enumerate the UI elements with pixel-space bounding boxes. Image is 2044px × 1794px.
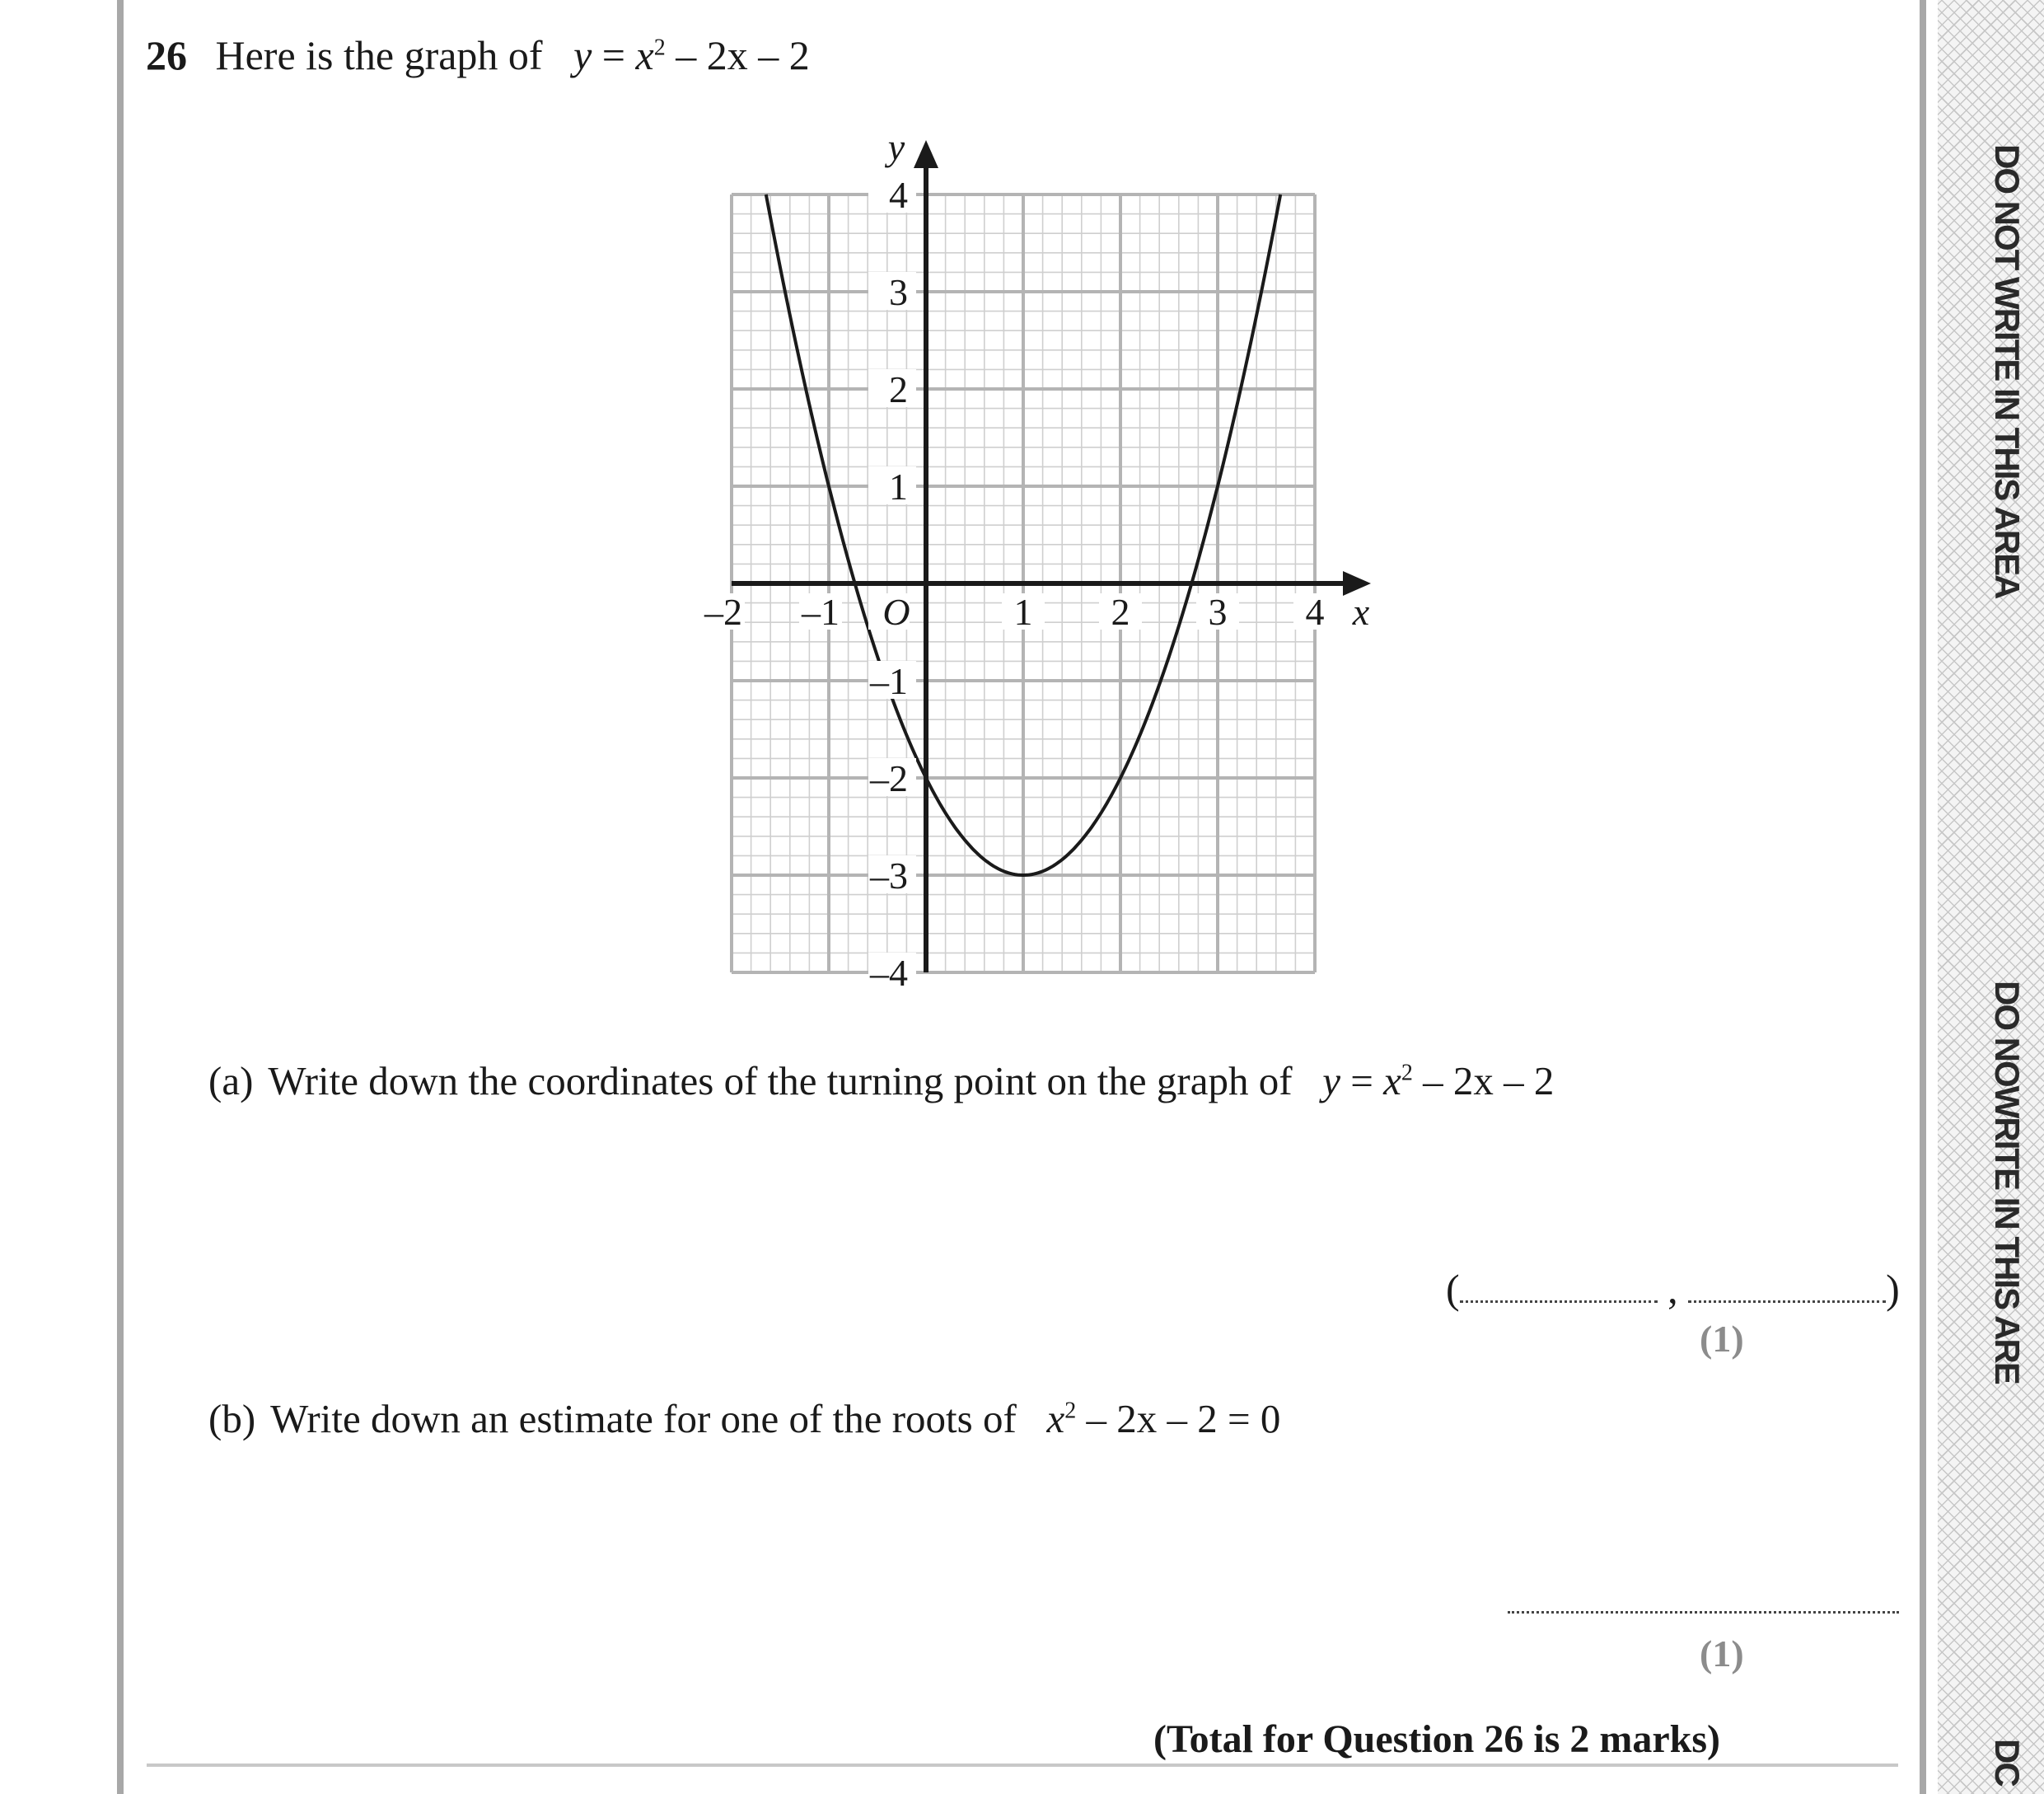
question-number: 26 [146,32,187,78]
part-a-answer-space[interactable]: ( , ) [1446,1266,1900,1312]
x-tick-label: –1 [802,591,840,633]
y-tick-label: 3 [889,271,908,313]
margin-warning-label: DO NOT WRITE IN THIS AREA [1988,144,2027,598]
y-tick-label: –4 [870,952,908,994]
y-tick-label: 2 [889,368,908,410]
margin-warning-label-2: DO NOWRITE IN THIS ARE [1988,981,2027,1384]
y-axis-label: y [887,126,905,168]
part-a-marks: (1) [1700,1318,1744,1360]
answer-x-field[interactable] [1460,1276,1658,1303]
margin-warning-label-3: DC [1988,1739,2027,1786]
question-intro: Here is the graph of [215,32,543,78]
x-tick-label: –2 [704,591,742,633]
part-b-equation: $x^2 - 2x - 2 = 0$ [1046,1396,1281,1441]
y-tick-label: –3 [870,855,908,897]
y-tick-label: 4 [889,174,908,216]
part-a-label: (a) [208,1058,254,1103]
part-b-answer-line[interactable] [1508,1611,1899,1614]
x-tick-label: 2 [1111,591,1130,633]
part-b-text: Write down an estimate for one of the roots of [270,1396,1017,1441]
y-tick-label: 1 [889,466,908,508]
x-tick-label: 3 [1208,591,1228,633]
y-tick-label: –1 [870,660,908,702]
origin-label: O [882,591,910,633]
part-a-equation: $y = x^2 - 2x - 2$ [1322,1058,1555,1103]
x-tick-label: 1 [1013,591,1033,633]
part-b-question [208,1395,1280,1442]
x-axis-label: x [1352,591,1370,633]
question-total: (Total for Question 26 is 2 marks) [1153,1717,1721,1761]
question-equation: $y = x^2 - 2x - 2$ [573,32,810,78]
y-tick-label: –2 [870,757,908,799]
part-b-label: (b) [208,1396,256,1441]
part-a-text: Write down the coordinates of the turning point on the graph of [268,1058,1293,1103]
y-axis-arrow [914,140,938,168]
answer-y-field[interactable] [1688,1276,1886,1303]
part-a-question [208,1057,1554,1104]
bottom-divider [147,1764,1898,1767]
part-b-marks: (1) [1700,1632,1744,1675]
x-tick-label: 4 [1305,591,1325,633]
